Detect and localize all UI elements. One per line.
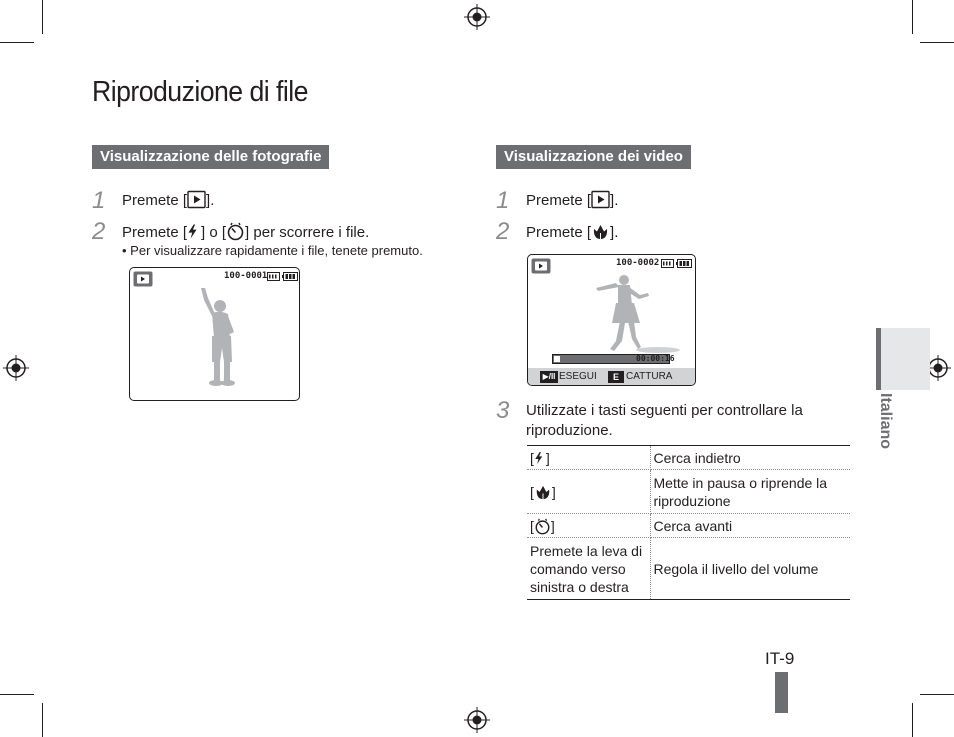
table-key-cell: Premete la leva di comando verso sinistra o destra [527,538,650,600]
crop-mark [42,703,43,737]
table-value-cell: Mette in pausa o riprende la riproduzione [650,470,850,514]
step-1-videos [526,190,618,211]
camera-screen-photo [129,267,300,401]
step-number: 3 [496,397,510,424]
controls-table [527,445,850,600]
language-tab-bar [876,328,881,390]
table-key-cell: [ ] [527,514,650,538]
step-text: ] per scorrere i file. [245,224,370,241]
step-text: ]. [610,192,619,209]
step-number: 1 [496,187,510,214]
table-row [527,514,850,538]
file-number: 100-0001 [224,271,268,281]
step-text: Premete [ [526,224,592,241]
page-number: IT-9 [765,649,795,668]
progress-fill [554,356,560,362]
step-text: Premete [ [122,192,188,209]
crop-mark [912,0,913,34]
step-number: 2 [92,218,106,245]
battery-icon [282,272,298,281]
table-row [527,446,850,470]
timer-icon [226,222,245,241]
flash-icon [534,449,546,467]
crop-mark [920,42,954,43]
play-pause-key-icon: ▶/II [540,371,558,383]
step-2-photos [122,222,369,243]
table-value-cell: Regola il livello del volume [650,538,850,600]
crop-mark [42,0,43,34]
step-2-videos [526,222,618,243]
play-button-icon [187,190,206,209]
file-number: 100-0002 [616,258,660,268]
camera-screen-video [527,254,696,386]
memory-card-icon [661,259,674,268]
elapsed-time: 00:00:16 [636,354,675,363]
registration-mark-icon [3,355,29,381]
boy-silhouette-image [190,286,240,390]
crop-mark [0,42,34,43]
step-3-text: Utilizzate i tasti seguenti per controllare la riproduzione. [526,402,803,439]
step-text: ] o [ [201,224,227,241]
registration-mark-icon [464,4,490,30]
playback-mode-icon [531,258,551,274]
crop-mark [0,694,34,695]
registration-mark-icon [464,707,490,733]
dancer-silhouette-image [578,271,688,355]
capture-label: CATTURA [626,371,673,382]
table-value-cell: Cerca avanti [650,514,850,538]
table-key-cell: [ ] [527,446,650,470]
language-tab-label: Italiano [877,393,894,450]
section-label-photos: Visualizzazione delle fotografie [92,145,329,169]
flash-icon [187,222,201,241]
page-title: Riproduzione di file [92,76,308,108]
play-label: ESEGUI [559,371,597,382]
step-number: 1 [92,187,106,214]
bullet-note: • Per visualizzare rapidamente i file, tenete premuto. [122,243,423,258]
table-row [527,538,850,600]
step-text: ]. [610,224,619,241]
memory-card-icon [267,272,280,281]
macro-icon [534,483,552,501]
screen-bottom-bar [528,368,696,386]
timer-icon [534,518,551,535]
playback-mode-icon [133,271,153,287]
battery-icon [676,259,692,268]
step-text: Premete [ [526,192,592,209]
play-button-icon [591,190,610,209]
table-value-cell: Cerca indietro [650,446,850,470]
bullet-text: Per visualizzare rapidamente i file, tenete premuto. [130,243,423,258]
e-key-icon: E [608,371,624,383]
table-key-cell: [ ] [527,470,650,514]
crop-mark [912,703,913,737]
page-number-bar [775,672,788,713]
step-text: Premete [ [122,224,188,241]
step-text: ]. [206,192,215,209]
section-label-videos: Visualizzazione dei video [496,145,691,169]
step-number: 2 [496,218,510,245]
language-tab [876,328,930,390]
table-row [527,470,850,514]
crop-mark [920,694,954,695]
macro-icon [591,222,610,241]
step-1-photos [122,190,214,211]
